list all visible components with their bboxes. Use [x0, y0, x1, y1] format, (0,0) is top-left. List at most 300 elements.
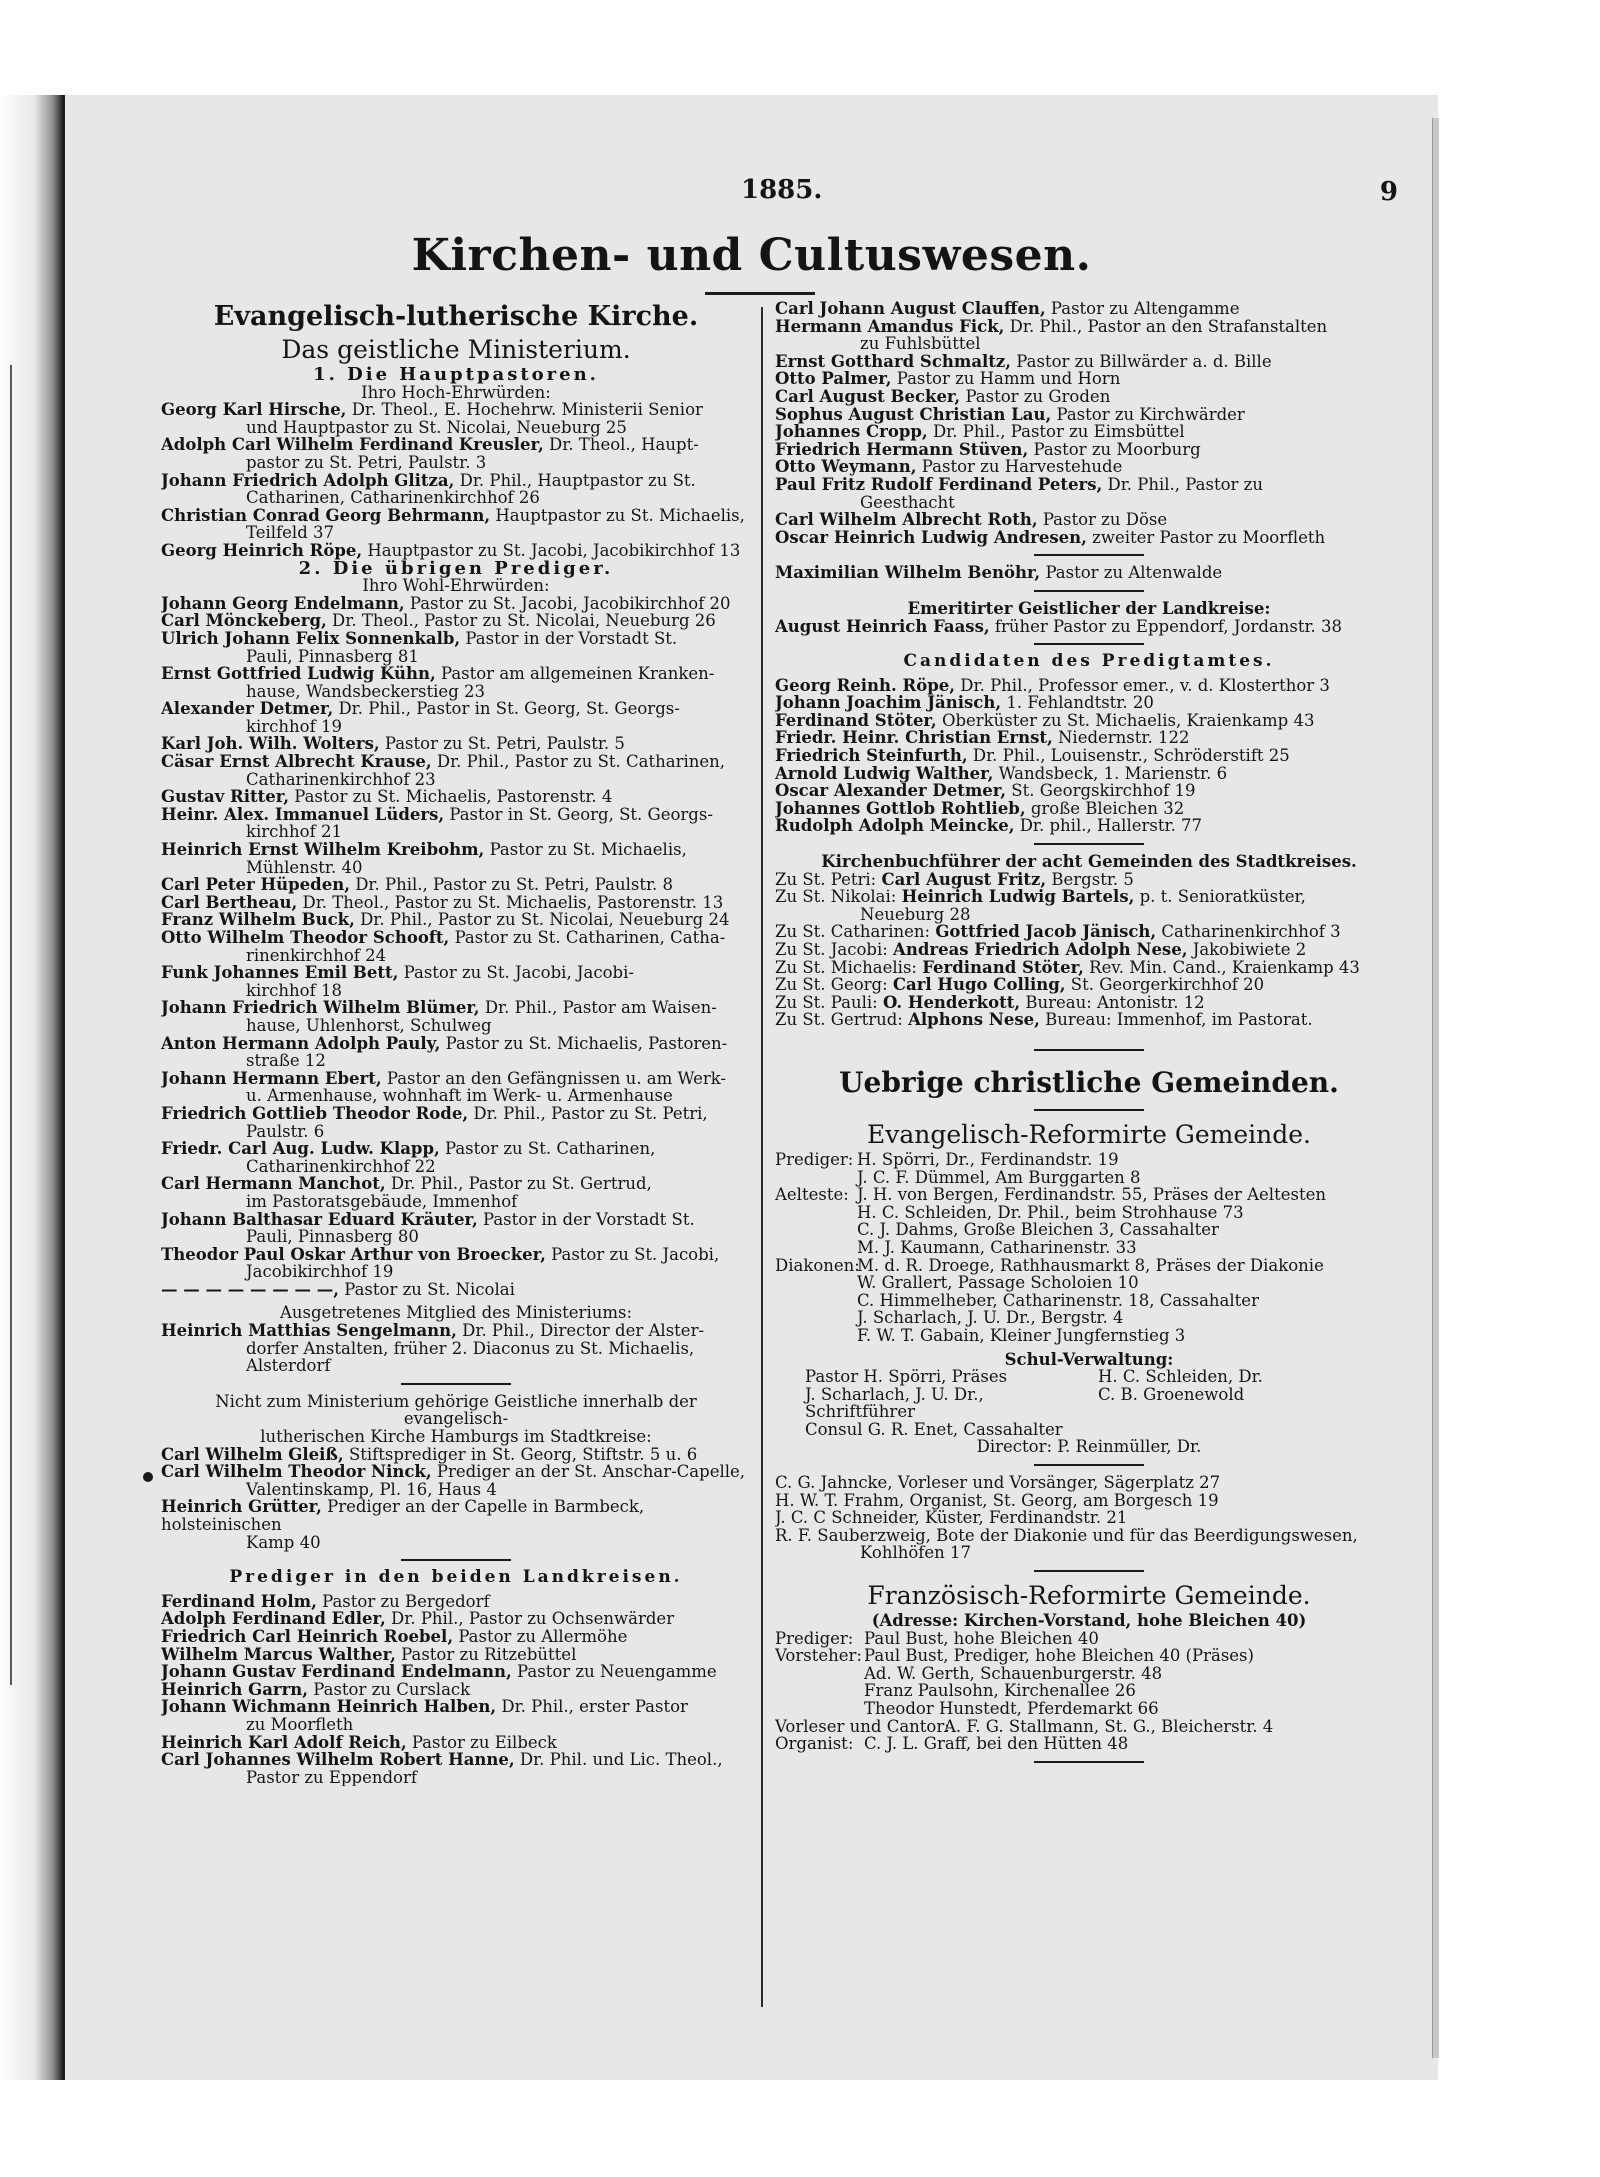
hauptpastoren-list [161, 401, 751, 559]
entry-detail: Jakobiwiete 2 [1192, 940, 1307, 959]
entry-detail: Pastor zu St. Nicolai [344, 1279, 515, 1299]
board-label [775, 1665, 860, 1683]
board-text: C. J. L. Graff, bei den Hütten 48 [864, 1734, 1129, 1754]
entry-detail: Pastor zu Groden [965, 386, 1111, 406]
person-name: Carl Hugo Colling, [892, 975, 1066, 995]
entry-continuation: zu Moorfleth [246, 1714, 354, 1734]
directory-entry [775, 800, 1403, 818]
group-label: Prediger: [775, 1149, 854, 1169]
entry-detail: große Bleichen 32 [1030, 798, 1185, 818]
group-row [775, 1186, 1403, 1204]
entry-detail: Pastor zu St. Jacobi, Jacobikirchhof 20 [409, 593, 731, 613]
person-name: Heinrich Matthias Sengelmann, [161, 1321, 457, 1341]
group-row [775, 1327, 1403, 1345]
person-name: Heinrich Karl Adolf Reich, [161, 1732, 407, 1752]
person-name: Carl Johannes Wilhelm Robert Hanne, [161, 1750, 515, 1770]
entry-detail: Dr. Phil., Pastor zu St. Catharinen, [436, 752, 726, 772]
entry-detail: Dr. phil., Hallerstr. 77 [1019, 816, 1203, 836]
entry-continuation: Pauli, Pinnasberg 80 [246, 1227, 419, 1247]
entry-detail: Dr. Phil., Hauptpastor zu St. [459, 470, 696, 490]
entry-continuation: Kamp 40 [246, 1532, 321, 1552]
school-director: Director: P. Reinmüller, Dr. [976, 1437, 1202, 1457]
group-row [775, 1257, 1403, 1275]
person-name: August Heinrich Faass, [775, 616, 990, 636]
person-name: Franz Wilhelm Buck, [161, 910, 355, 930]
directory-entry [161, 911, 751, 929]
person-name: Georg Heinrich Röpe, [161, 540, 363, 560]
directory-entry [161, 1070, 751, 1088]
person-name: Carl Wilhelm Albrecht Roth, [775, 510, 1038, 530]
entry-continuation: hause, Uhlenhorst, Schulweg [246, 1015, 492, 1035]
person-name: Gottfried Jacob Jänisch, [935, 922, 1157, 942]
kirchenbuch-list [775, 871, 1403, 1029]
separator-rule [1034, 1570, 1144, 1572]
franzoesisch-address: (Adresse: Kirchen-Vorstand, hohe Bleichen 40) [871, 1611, 1307, 1631]
person-name: — — — — — — — —, [161, 1279, 339, 1299]
group-label [775, 1221, 853, 1239]
entry-detail: Dr. Phil., Pastor zu St. Nicolai, Neueburg 24 [360, 910, 730, 930]
board-row [775, 1682, 1403, 1700]
group-row [775, 1239, 1403, 1257]
separator-rule [1034, 1761, 1144, 1763]
person-name: Carl Wilhelm Theodor Ninck, [161, 1462, 432, 1482]
person-name: Georg Karl Hirsche, [161, 400, 347, 420]
parish-label: Zu St. Pauli: [775, 992, 878, 1012]
person-name: Gustav Ritter, [161, 787, 289, 807]
group-row [775, 1169, 1403, 1187]
board-label: Vorleser und Cantor: [775, 1716, 950, 1736]
person-name: Wilhelm Marcus Walther, [161, 1644, 396, 1664]
entry-continuation: Neueburg 28 [860, 904, 971, 924]
separator-rule [1034, 554, 1144, 556]
right-column [775, 300, 1403, 1771]
directory-entry [161, 1035, 751, 1053]
person-name: Johann Georg Endelmann, [161, 593, 405, 613]
directory-entry [161, 542, 751, 560]
group-row [775, 1151, 1403, 1169]
directory-entry [161, 612, 751, 630]
person-name: Carl Mönckeberg, [161, 611, 327, 631]
group-row [775, 1309, 1403, 1327]
person-name: Heinrich Grütter, [161, 1497, 322, 1517]
column-divider [761, 307, 763, 2007]
person-name: Rudolph Adolph Meincke, [775, 816, 1015, 836]
entry-continuation: im Pastoratsgebäude, Immenhof [246, 1191, 518, 1211]
emeritiert-entry [775, 618, 1403, 636]
parish-label: Zu St. Gertrud: [775, 1010, 903, 1030]
franzoesisch-rows [775, 1630, 1403, 1753]
board-label: Organist: [775, 1734, 854, 1754]
prediger-heading: 2. Die übrigen Prediger. [298, 557, 614, 579]
directory-entry [161, 1105, 751, 1123]
separator-rule [1034, 590, 1144, 592]
group-line: H. Spörri, Dr., Ferdinandstr. 19 [857, 1149, 1119, 1169]
directory-entry [161, 595, 751, 613]
group-line: C. Himmelheber, Catharinenstr. 18, Cassahalter [857, 1290, 1259, 1310]
person-name: Johann Balthasar Eduard Kräuter, [161, 1209, 478, 1229]
person-name: Johann Joachim Jänisch, [775, 693, 1002, 713]
entry-continuation: rinenkirchhof 24 [246, 945, 387, 965]
ministerium-title: Das geistliche Ministerium. [281, 335, 631, 364]
parish-entry [775, 923, 1403, 941]
entry-detail: Catharinenkirchhof 3 [1161, 922, 1341, 942]
ausgetreten-entry [161, 1322, 751, 1375]
candidaten-heading: Candidaten des Predigtamtes. [903, 651, 1275, 672]
person-name: Karl Joh. Wilh. Wolters, [161, 734, 380, 754]
person-name: Friedr. Carl Aug. Ludw. Klapp, [161, 1139, 440, 1159]
nicht-ministerium-heading-1: Nicht zum Ministerium gehörige Geistliche innerhalb der evangelisch- [215, 1391, 697, 1429]
person-name: Ernst Gottfried Ludwig Kühn, [161, 664, 436, 684]
person-name: Johannes Gottlob Rohtlieb, [775, 798, 1026, 818]
entry-detail: Dr. Phil., Pastor zu St. Petri, Paulstr. 8 [355, 875, 674, 895]
person-name: Christian Conrad Georg Behrmann, [161, 505, 491, 525]
person-name: Cäsar Ernst Albrecht Krause, [161, 752, 432, 772]
entry-detail: Dr. Phil., Louisenstr., Schröderstift 25 [972, 746, 1290, 766]
kirchenbuch-heading: Kirchenbuchführer der acht Gemeinden des Stadtkreises. [821, 852, 1357, 872]
hauptpastoren-address: Ihro Hoch-Ehrwürden: [361, 382, 551, 402]
person-name: Heinrich Ernst Wilhelm Kreibohm, [161, 840, 485, 860]
group-label [775, 1169, 853, 1187]
directory-entry [161, 753, 751, 771]
group-label [775, 1327, 853, 1345]
board-label: Prediger: [775, 1628, 854, 1648]
directory-entry [775, 423, 1403, 441]
entry-detail: Pastor zu Bergedorf [322, 1591, 490, 1611]
entry-detail: Pastor zu St. Michaelis, Pastorenstr. 4 [294, 787, 613, 807]
church-title: Evangelisch-lutherische Kirche. [213, 301, 699, 332]
entry-detail: Hauptpastor zu St. Jacobi, Jacobikirchhof 13 [367, 540, 741, 560]
entry-detail: Dr. Phil., erster Pastor [501, 1697, 688, 1717]
person-name: Adolph Carl Wilhelm Ferdinand Kreusler, [161, 435, 544, 455]
separator-rule [401, 1559, 511, 1561]
board-label [775, 1700, 860, 1718]
person-name: Paul Fritz Rudolf Ferdinand Peters, [775, 474, 1103, 494]
group-row [775, 1292, 1403, 1310]
entry-detail: Pastor zu St. Michaelis, Pastoren- [445, 1033, 728, 1053]
entry-detail: Dr. Phil., Director der Alster- [462, 1321, 705, 1341]
entry-detail: Stiftsprediger in St. Georg, Stiftstr. 5 u. 6 [348, 1444, 698, 1464]
entry-detail: Oberküster zu St. Michaelis, Kraienkamp 43 [941, 710, 1315, 730]
reformirte-staff [775, 1474, 1403, 1562]
person-name: Anton Hermann Adolph Pauly, [161, 1033, 441, 1053]
reformirte-groups [775, 1151, 1403, 1345]
entry-detail: Dr. Phil., Pastor am Waisen- [484, 998, 717, 1018]
group-line: M. d. R. Droege, Rathhausmarkt 8, Präses der Diakonie [857, 1255, 1324, 1275]
entry-detail: Dr. Phil., Pastor zu Ochsenwärder [391, 1609, 675, 1629]
entry-detail: Bergstr. 5 [1051, 869, 1134, 889]
entry-continuation: Catharinenkirchhof 23 [246, 769, 436, 789]
entry-detail: Pastor an den Gefängnissen u. am Werk- [386, 1068, 727, 1088]
person-name: Ferdinand Holm, [161, 1591, 317, 1611]
parish-entry [775, 888, 1403, 906]
entry-detail: Dr. Phil., Professor emer., v. d. Klosterthor 3 [960, 675, 1330, 695]
directory-entry [161, 999, 751, 1017]
staff-line: J. C. C Schneider, Küster, Ferdinandstr. 21 [775, 1508, 1128, 1528]
entry-detail: Dr. Phil. und Lic. Theol., [519, 1750, 723, 1770]
nicht-ministerium-list [161, 1446, 751, 1552]
board-row [775, 1700, 1403, 1718]
page-year: 1885. [741, 175, 823, 205]
spine-line [10, 365, 12, 1685]
group-label [775, 1309, 853, 1327]
person-name: Adolph Ferdinand Edler, [161, 1609, 386, 1629]
entry-detail: Pastor zu Hamm und Horn [896, 369, 1121, 389]
parish-label: Zu St. Michaelis: [775, 957, 917, 977]
entry-detail: Dr. Phil., Pastor zu Eimsbüttel [932, 422, 1185, 442]
person-name: Johann Gustav Ferdinand Endelmann, [161, 1662, 512, 1682]
person-name: Ferdinand Stöter, [922, 957, 1084, 977]
group-line: J. H. von Bergen, Ferdinandstr. 55, Präses der Aeltesten [857, 1185, 1326, 1205]
parish-entry [775, 959, 1403, 977]
entry-detail: Dr. Theol., E. Hochehrw. Ministerii Senior [351, 400, 703, 420]
entry-detail: Pastor zu Neuengamme [517, 1662, 717, 1682]
parish-label: Zu St. Petri: [775, 869, 877, 889]
entry-continuation: hause, Wandsbeckerstieg 23 [246, 681, 485, 701]
directory-entry [775, 318, 1403, 336]
school-cell: H. C. Schleiden, Dr. [1098, 1367, 1263, 1387]
parish-entry [775, 994, 1403, 1012]
person-name: Johann Friedrich Wilhelm Blümer, [161, 998, 480, 1018]
entry-detail: Pastor zu St. Catharinen, [444, 1139, 656, 1159]
entry-continuation: Jacobikirchhof 19 [246, 1262, 394, 1282]
board-text: A. F. G. Stallmann, St. G., Bleicherstr. 4 [944, 1716, 1274, 1736]
board-row [775, 1665, 1403, 1683]
benoehr-entry [775, 564, 1403, 582]
directory-entry [161, 1610, 751, 1628]
directory-entry [775, 529, 1403, 547]
separator-rule [1034, 1109, 1144, 1111]
group-label [775, 1204, 853, 1222]
directory-entry [775, 353, 1403, 371]
entry-detail: Pastor in der Vorstadt St. [482, 1209, 695, 1229]
school-cell: C. B. Groenewold [1098, 1384, 1245, 1404]
directory-entry [161, 876, 751, 894]
entry-detail: Pastor in St. Georg, St. Georgs- [449, 804, 713, 824]
directory-entry [775, 712, 1403, 730]
person-name: Heinrich Ludwig Bartels, [901, 887, 1135, 907]
entry-detail: Pastor zu Altengamme [1050, 300, 1240, 318]
board-text: Ad. W. Gerth, Schauenburgerstr. 48 [864, 1663, 1163, 1683]
group-label [775, 1274, 853, 1292]
person-name: Theodor Paul Oskar Arthur von Broecker, [161, 1244, 546, 1264]
reformirte-title: Evangelisch-Reformirte Gemeinde. [867, 1119, 1311, 1149]
directory-entry [161, 1140, 751, 1158]
entry-continuation: Pauli, Pinnasberg 81 [246, 646, 419, 666]
person-name: Friedrich Gottlieb Theodor Rode, [161, 1103, 469, 1123]
separator-rule [1034, 1464, 1144, 1466]
entry-continuation: kirchhof 18 [246, 980, 342, 1000]
directory-entry [161, 788, 751, 806]
parish-label: Zu St. Catharinen: [775, 922, 931, 942]
directory-entry [161, 1498, 751, 1533]
person-name: Ernst Gotthard Schmaltz, [775, 351, 1012, 371]
person-name: Carl Peter Hüpeden, [161, 875, 350, 895]
entry-detail: früher Pastor zu Eppendorf, Jordanstr. 38 [994, 616, 1343, 636]
entry-detail: Pastor zu Billwärder a. d. Bille [1016, 351, 1272, 371]
directory-entry [161, 894, 751, 912]
parish-label: Zu St. Nikolai: [775, 887, 897, 907]
directory-entry [161, 1281, 751, 1299]
entry-detail: Dr. Phil., Pastor zu [1107, 474, 1263, 494]
entry-detail: Bureau: Antonistr. 12 [1025, 992, 1205, 1012]
staff-line: H. W. T. Frahm, Organist, St. Georg, am Borgesch 19 [775, 1490, 1219, 1510]
board-label: Vorsteher: [775, 1646, 862, 1666]
entry-continuation: pastor zu St. Petri, Paulstr. 3 [246, 452, 487, 472]
entry-continuation: Paulstr. 6 [246, 1121, 325, 1141]
group-line: C. J. Dahms, Große Bleichen 3, Cassahalter [857, 1220, 1219, 1240]
entry-continuation: Pastor zu Eppendorf [246, 1767, 417, 1787]
entry-detail: Dr. Phil., Pastor an den Strafanstalten [1009, 316, 1328, 336]
person-name: Otto Weymann, [775, 457, 917, 477]
person-name: Funk Johannes Emil Bett, [161, 963, 399, 983]
entry-detail: Pastor zu St. Michaelis, [489, 840, 687, 860]
directory-entry [161, 401, 751, 419]
person-name: O. Henderkott, [882, 992, 1021, 1012]
directory-entry [775, 476, 1403, 494]
group-row [775, 1204, 1403, 1222]
person-name: Ferdinand Stöter, [775, 710, 937, 730]
entry-detail: Dr. Phil., Pastor in St. Georg, St. Georgs- [338, 699, 680, 719]
group-label: Aelteste: [775, 1185, 849, 1205]
candidaten-list [775, 677, 1403, 835]
directory-entry [161, 1211, 751, 1229]
directory-entry [775, 564, 1403, 582]
uebrige-title: Uebrige christliche Gemeinden. [839, 1065, 1339, 1099]
directory-entry [161, 964, 751, 982]
directory-entry [775, 677, 1403, 695]
directory-entry [775, 694, 1403, 712]
directory-entry [161, 1463, 751, 1481]
entry-detail: Pastor zu Allermöhe [458, 1626, 628, 1646]
entry-detail: zweiter Pastor zu Moorfleth [1092, 527, 1326, 547]
entry-continuation: u. Armenhause, wohnhaft im Werk- u. Armenhause [246, 1086, 673, 1106]
title-rule [705, 292, 815, 295]
staff-line: C. G. Jahncke, Vorleser und Vorsänger, Sägerplatz 27 [775, 1473, 1221, 1493]
person-name: Friedrich Steinfurth, [775, 746, 968, 766]
person-name: Andreas Friedrich Adolph Nese, [893, 940, 1188, 959]
directory-entry [161, 735, 751, 753]
directory-entry [161, 1593, 751, 1611]
parish-entry [775, 941, 1403, 959]
person-name: Otto Wilhelm Theodor Schooft, [161, 928, 450, 947]
entry-detail: Pastor zu St. Petri, Paulstr. 5 [384, 734, 625, 754]
entry-continuation: Mühlenstr. 40 [246, 857, 363, 877]
person-name: Johannes Cropp, [775, 422, 928, 442]
person-name: Friedr. Heinr. Christian Ernst, [775, 728, 1053, 748]
person-name: Oscar Heinrich Ludwig Andresen, [775, 527, 1087, 547]
book-spine-edge [0, 95, 62, 2080]
entry-continuation: Catharinenkirchhof 22 [246, 1156, 436, 1176]
parish-entry [775, 871, 1403, 889]
group-line: F. W. T. Gabain, Kleiner Jungfernstieg 3 [857, 1325, 1186, 1345]
directory-entry [775, 388, 1403, 406]
group-line: W. Grallert, Passage Scholoien 10 [857, 1273, 1139, 1293]
directory-entry [775, 458, 1403, 476]
entry-detail: p. t. Senioratküster, [1139, 887, 1306, 907]
person-name: Johann Hermann Ebert, [161, 1068, 382, 1088]
directory-entry [161, 1751, 751, 1769]
entry-detail: Prediger an der St. Anschar-Capelle, [436, 1462, 746, 1482]
entry-detail: Pastor zu Moorburg [1033, 439, 1201, 459]
main-title: Kirchen- und Cultuswesen. [411, 230, 1092, 281]
directory-entry [775, 765, 1403, 783]
book-page [62, 95, 1438, 2080]
person-name: Carl Johann August Clauffen, [775, 300, 1046, 318]
emeritiert-heading: Emeritirter Geistlicher der Landkreise: [907, 598, 1271, 618]
nicht-ministerium-heading-2: lutherischen Kirche Hamburgs im Stadtkreise: [260, 1427, 652, 1447]
entry-detail: 1. Fehlandtstr. 20 [1006, 693, 1154, 713]
parish-label: Zu St. Jacobi: [775, 940, 888, 959]
group-line: M. J. Kaumann, Catharinenstr. 33 [857, 1237, 1137, 1257]
person-name: Sophus August Christian Lau, [775, 404, 1052, 424]
directory-entry [775, 782, 1403, 800]
parish-label: Zu St. Georg: [775, 975, 888, 995]
school-cell [1098, 1421, 1391, 1439]
entry-continuation: zu Fuhlsbüttel [860, 334, 981, 354]
directory-entry [161, 841, 751, 859]
directory-entry [775, 747, 1403, 765]
group-row [775, 1274, 1403, 1292]
entry-continuation: Teilfeld 37 [246, 523, 334, 543]
directory-entry [775, 300, 1403, 318]
franzoesisch-title: Französisch-Reformirte Gemeinde. [867, 1581, 1311, 1611]
board-label [775, 1682, 860, 1700]
group-row [775, 1221, 1403, 1239]
person-name: Carl August Fritz, [881, 869, 1047, 889]
directory-entry [161, 929, 751, 947]
person-name: Georg Reinh. Röpe, [775, 675, 956, 695]
directory-entry [775, 511, 1403, 529]
directory-entry [775, 817, 1403, 835]
directory-entry [161, 1698, 751, 1716]
board-row [775, 1647, 1403, 1665]
directory-entry [161, 472, 751, 490]
person-name: Alphons Nese, [908, 1010, 1040, 1030]
board-text: Theodor Hunstedt, Pferdemarkt 66 [864, 1699, 1159, 1718]
separator-rule [1034, 1049, 1144, 1051]
page-number: 9 [1379, 177, 1398, 207]
board-text: Paul Bust, hohe Bleichen 40 [864, 1628, 1099, 1648]
staff-line: Kohlhöfen 17 [860, 1543, 972, 1563]
person-name: Carl August Becker, [775, 386, 961, 406]
parish-entry [775, 976, 1403, 994]
directory-entry [775, 729, 1403, 747]
person-name: Friedrich Hermann Stüven, [775, 439, 1029, 459]
board-row [775, 1630, 1403, 1648]
entry-continuation: kirchhof 19 [246, 716, 342, 736]
entry-continuation: straße 12 [246, 1051, 326, 1071]
group-line: J. Scharlach, J. U. Dr., Bergstr. 4 [857, 1308, 1124, 1328]
entry-detail: Pastor in der Vorstadt St. [465, 628, 678, 648]
entry-detail: Pastor zu Ritzebüttel [401, 1644, 577, 1664]
page-edge [1432, 118, 1439, 2058]
ink-dot [143, 1472, 153, 1482]
directory-entry [161, 630, 751, 648]
directory-entry [775, 406, 1403, 424]
separator-rule [1034, 843, 1144, 845]
entry-detail: Pastor zu Döse [1042, 510, 1168, 530]
directory-entry [775, 370, 1403, 388]
entry-detail: Pastor zu Kirchwärder [1056, 404, 1245, 424]
school-grid [775, 1368, 1403, 1438]
school-heading: Schul-Verwaltung: [1004, 1349, 1174, 1369]
school-cell: J. Scharlach, J. U. Dr., Schriftführer [805, 1384, 984, 1422]
board-text: Paul Bust, Prediger, hohe Bleichen 40 (Präses) [864, 1646, 1254, 1666]
entry-detail: Niedernstr. 122 [1057, 728, 1190, 748]
directory-entry [161, 1646, 751, 1664]
prediger-address: Ihro Wohl-Ehrwürden: [362, 576, 550, 596]
entry-detail: St. Georgerkirchhof 20 [1070, 975, 1265, 995]
